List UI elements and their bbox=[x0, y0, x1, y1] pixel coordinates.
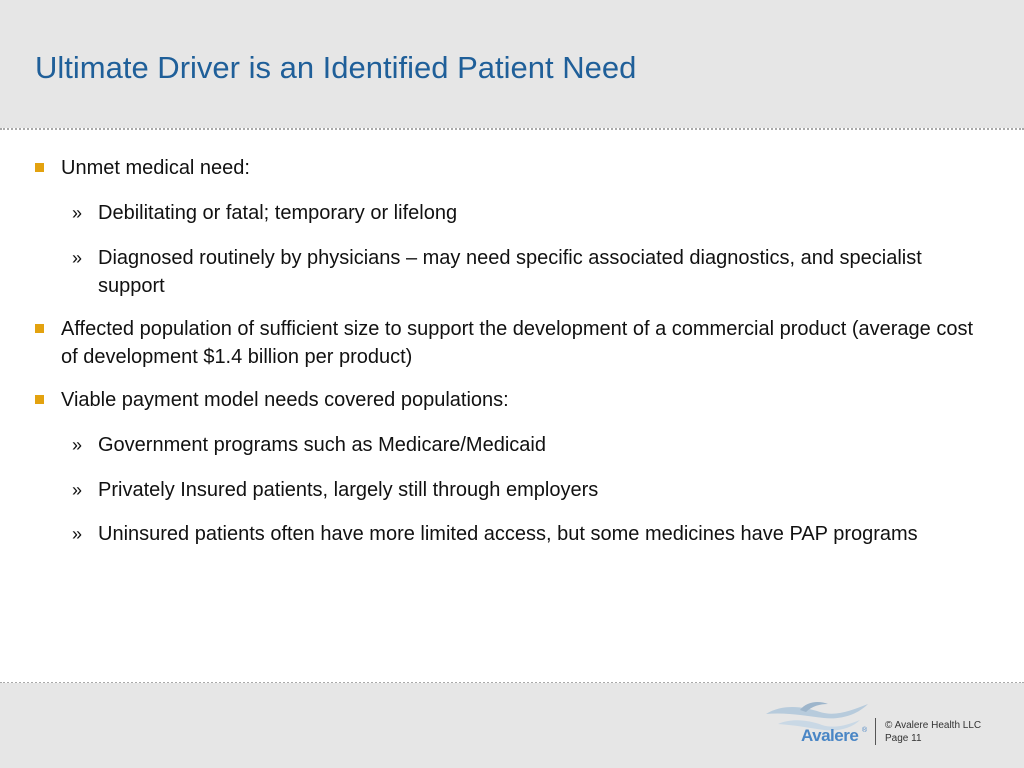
logo-wordmark: Avalere bbox=[801, 726, 859, 745]
subbullet-item: Debilitating or fatal; temporary or lifelong bbox=[98, 202, 458, 224]
bullet-square-icon bbox=[35, 395, 44, 404]
subbullet-item: Uninsured patients often have more limited access, but some medicines have PAP programs bbox=[98, 523, 918, 545]
subbullet-marker-icon: » bbox=[72, 480, 83, 500]
subbullet-item: Diagnosed routinely by physicians – may need specific associated diagnostics, and specialist support bbox=[98, 247, 922, 297]
subbullet-item: Government programs such as Medicare/Medicaid bbox=[98, 434, 546, 456]
subbullet-marker-icon: » bbox=[72, 524, 83, 544]
bullet-item: Unmet medical need: bbox=[61, 157, 250, 179]
footer-vertical-divider bbox=[875, 718, 876, 745]
logo-registered-mark: ® bbox=[862, 727, 868, 734]
slide-title: Ultimate Driver is an Identified Patient Need bbox=[35, 50, 637, 85]
subbullet-item: Privately Insured patients, largely still through employers bbox=[98, 479, 599, 501]
subbullet-marker-icon: » bbox=[72, 248, 83, 268]
copyright-text: © Avalere Health LLC bbox=[885, 720, 982, 731]
bullet-item: Viable payment model needs covered populations: bbox=[61, 389, 509, 411]
bullet-item: Affected population of sufficient size to support the development of a commercial product (average cost of development $1.4 billion per product) bbox=[61, 318, 974, 368]
bullet-square-icon bbox=[35, 324, 44, 333]
subbullet-marker-icon: » bbox=[72, 203, 83, 223]
subbullet-marker-icon: » bbox=[72, 435, 83, 455]
bullet-square-icon bbox=[35, 163, 44, 172]
page-number: Page 11 bbox=[885, 733, 922, 744]
